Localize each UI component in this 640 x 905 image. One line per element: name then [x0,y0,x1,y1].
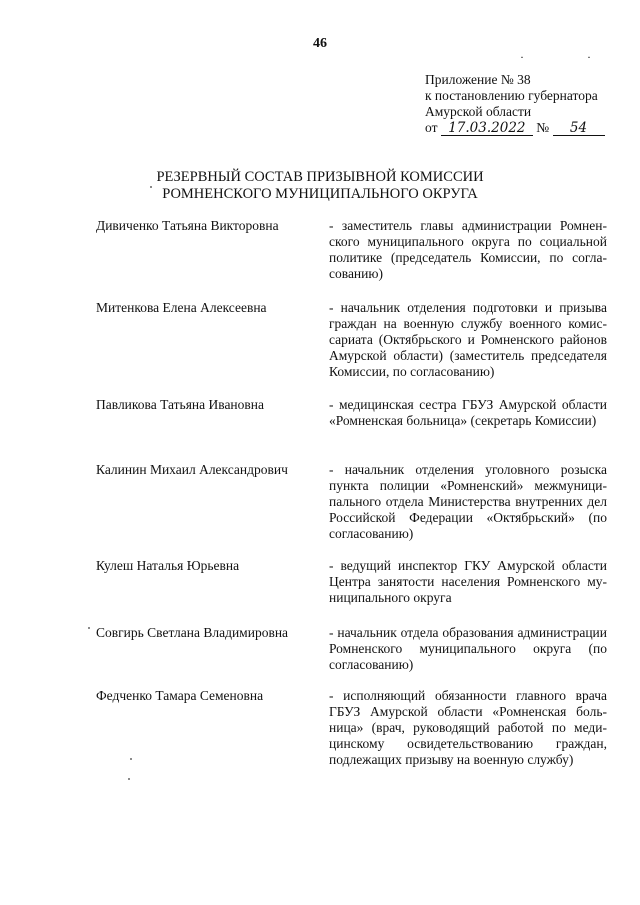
handwritten-date: 17.03.2022 [441,121,533,136]
member-name: Павликова Татьяна Ивановна [96,397,264,412]
handwritten-number: 54 [553,121,605,136]
document-title [0,169,640,203]
scan-speck [150,186,152,188]
member-description: - начальник отделения уголовного розыска пункта полиции «Ромненский» межмуниципального отдела Министерства внутренних дел Российской Федерации «Октябрьский» (по согласованию) [329,462,607,541]
member-description: - медицинская сестра ГБУЗ Амурской области «Ромненская больница» (секретарь Комиссии) [329,397,607,428]
appendix-line-2: к постановлению губернатора [425,88,598,103]
member-name: Кулеш Наталья Юрьевна [96,558,240,573]
scan-speck [130,758,132,760]
member-name: Совгирь Светлана Владимировна [96,625,289,640]
date-prefix: от [425,120,438,135]
member-name: Дивиченко Татьяна Викторовна [96,218,279,233]
member-description: - исполняющий обязанности главного врача ГБУЗ Амурской области «Ромненская больница» (врач, руководящий работой по медицинскому освидетельствованию граждан, подлежащих призыву на военную службу) [329,688,607,767]
title-line-1: РЕЗЕРВНЫЙ СОСТАВ ПРИЗЫВНОЙ КОМИССИИ [156,169,484,185]
member-name: Калинин Михаил Александрович [96,462,288,477]
member-name: Митенкова Елена Алексеевна [96,300,267,315]
number-prefix: № [536,120,550,135]
appendix-line-1: Приложение № 38 [425,72,531,87]
member-description: - ведущий инспектор ГКУ Амурской области Центра занятости населения Ромненского муниципального округа [329,558,607,605]
scan-speck [128,778,130,780]
member-description: - начальник отделения подготовки и призыва граждан на военную службу военного комиссариата (Октябрьского и Ромненского районов Амурской области) (заместитель председателя Комиссии, по согласованию) [329,300,607,379]
scan-speck [88,627,90,629]
page-number: 46 [313,36,327,51]
title-line-2: РОМНЕНСКОГО МУНИЦИПАЛЬНОГО ОКРУГА [162,186,478,202]
member-description: - начальник отдела образования администрации Ромненского муниципального округа (по согласованию) [329,625,607,672]
appendix-line-3: Амурской области [425,104,532,119]
scan-marks: · · [520,50,621,64]
appendix-block [425,72,625,136]
member-description: - заместитель главы администрации Ромненского муниципального округа по социальной политике (председатель Комиссии, по согласованию) [329,218,607,281]
member-name: Федченко Тамара Семеновна [96,688,264,703]
appendix-date-line [425,120,625,136]
